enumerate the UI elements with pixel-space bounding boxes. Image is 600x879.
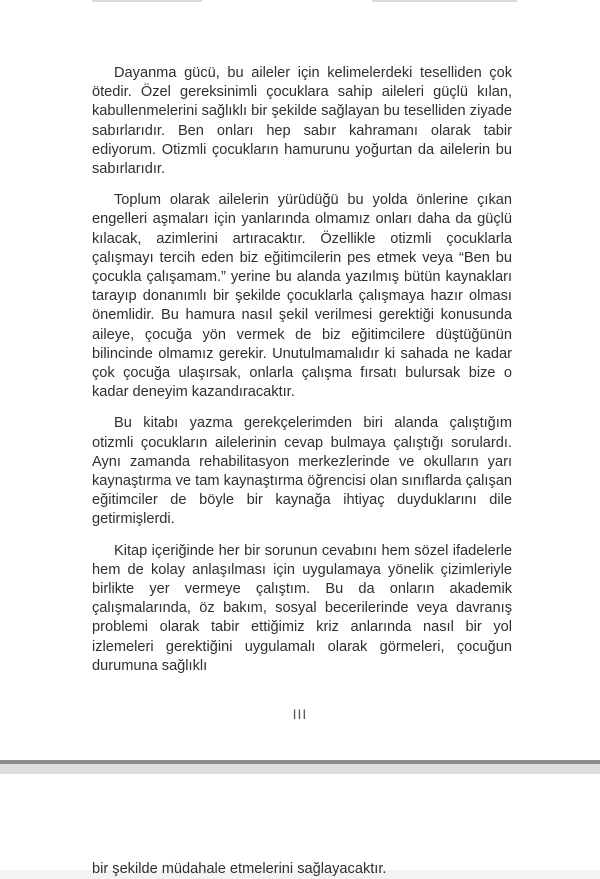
next-page-text: bir şekilde müdahale etmelerini sağlayacaktır.	[92, 861, 387, 877]
paragraph-1: Dayanma gücü, bu aileler için kelimelerdeki teselliden çok ötedir. Özel gereksinimli çocuklara sahip aileleri güçlü kılan, kabullenmelerini sağlıklı bir şekilde sağlayan bu teselliden ziyade sabırlarıdır. Ben onları hep sabır kahramanı olarak tabir ediyorum. Otizmli çocukların hamurunu yoğurtan da ailelerin bu sabırlarıdır.	[92, 65, 512, 178]
paragraph-4: Kitap içeriğinde her bir sorunun cevabını hem sözel ifadelerle hem de kolay anlaşılması için uygulamaya yönelik çizimleriyle birlikte yer vermeye çalıştım. Bu da onların akademik çalışmalarında, öz bakım, sosyal becerilerinde veya davranış problemi olarak tabir ettiğimiz kriz anlarında nasıl bir yol izlemeleri gerektiğini uygulamalı olarak görmeleri, çocuğun durumuna sağlıklı	[92, 542, 512, 674]
page-number: III	[292, 706, 308, 722]
paragraph-3: Bu kitabı yazma gerekçelerimden biri alanda çalıştığım otizmli çocukların ailelerinin cevap bulmaya çalıştığı sorulardı. Aynı zamanda rehabilitasyon merkezlerinde ve okulların yarı kaynaştırma ve tam kaynaştırma öğrencisi olan sınıflarda çalışan eğitimciler de böyle bir kaynağa ihtiyaç duyduklarını dile getirmişlerdi.	[92, 415, 512, 528]
next-page	[0, 774, 600, 877]
paragraph-2: Toplum olarak ailelerin yürüdüğü bu yolda önlerine çıkan engelleri aşmaları için yanlarında olmamız onları daha da güçlü kılacak, azimlerini artıracaktır. Özellikle otizmli çocuklarla çalışmayı tercih eden biz eğitimcilerin pes etmek veya “Ben bu çocukla çalışamam.” yerine bu alanda yazılmış bütün kaynakları tarayıp donanımlı bir şekilde çocuklarla çalışmaya hazır olması önemlidir. Bu hamura nasıl şekil verilmesi gerektiği konusunda aileye, çocuğa yön vermek de biz eğitimcilere düştüğünün bilincinde olmamız gerekir. Unutulmamalıdır ki sahada ne kadar çok çocuğa ulaşırsak, onlarla çalışma fırsatı bulursak bize o kadar deneyim kazandıracaktır.	[92, 192, 512, 401]
page-edge-shadow	[0, 760, 600, 764]
header-rule-left	[92, 0, 202, 2]
page-separator	[0, 760, 600, 774]
header-rule-right	[372, 0, 517, 2]
body-text	[92, 64, 512, 688]
